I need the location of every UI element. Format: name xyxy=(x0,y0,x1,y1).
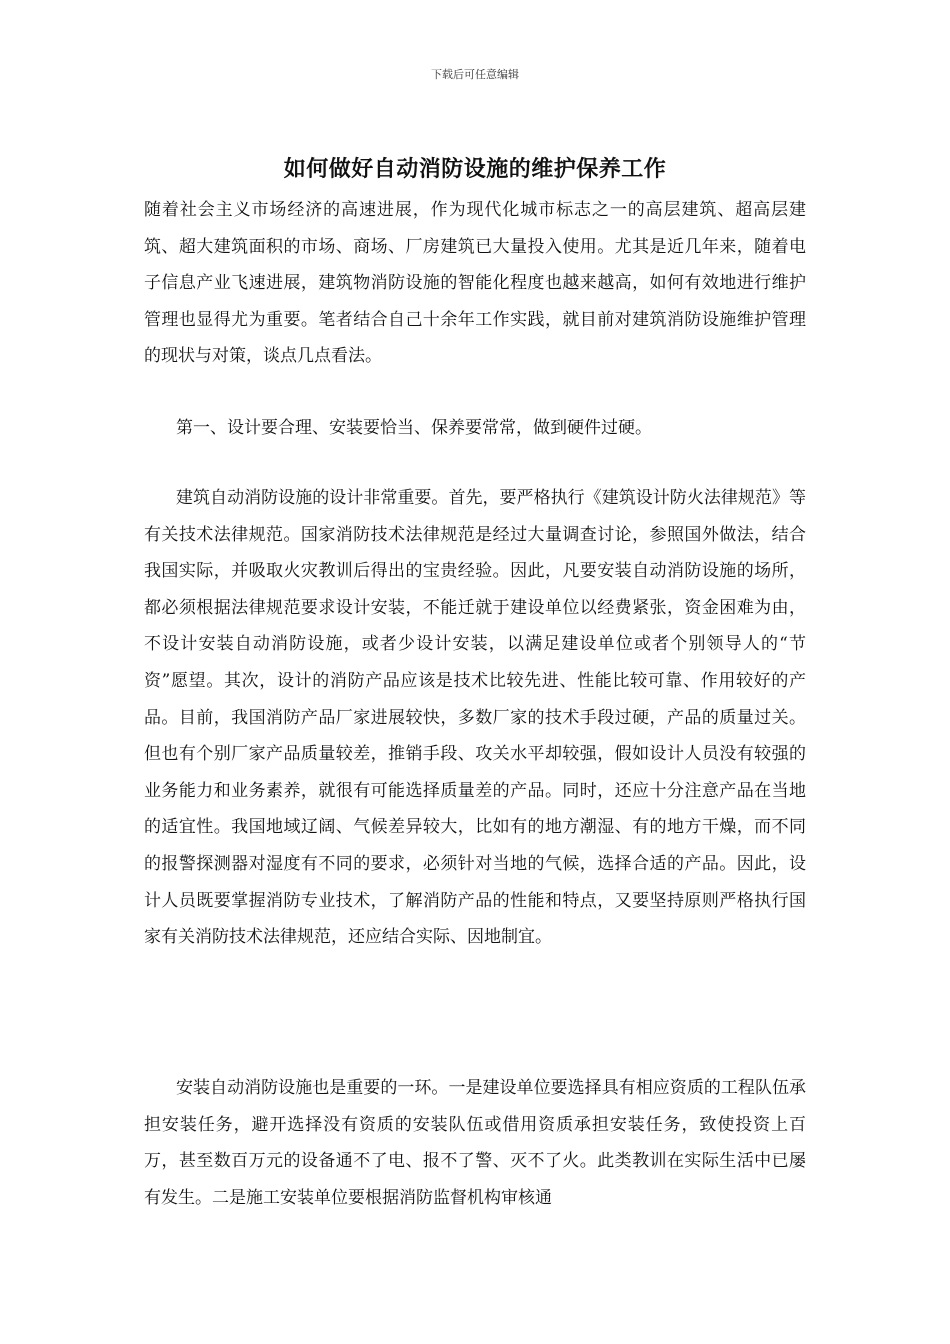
paragraph-design: 建筑自动消防设施的设计非常重要。首先，要严格执行《建筑设计防火法律规范》等有关技术法律规范。国家消防技术法律规范是经过大量调查讨论，参照国外做法，结合我国实际，并吸取火灾教训后得出的宝贵经验。因此，凡要安装自动消防设施的场所，都必须根据法律规范要求设计安装，不能迁就于建设单位以经费紧张，资金困难为由，不设计安装自动消防设施，或者少设计安装，以满足建设单位或者个别领导人的“节资”愿望。其次，设计的消防产品应该是技术比较先进、性能比较可靠、作用较好的产品。目前，我国消防产品厂家进展较快，多数厂家的技术手段过硬，产品的质量过关。但也有个别厂家产品质量较差，推销手段、攻关水平却较强，假如设计人员没有较强的业务能力和业务素养，就很有可能选择质量差的产品。同时，还应十分注意产品在当地的适宜性。我国地域辽阔、气候差异较大，比如有的地方潮湿、有的地方干燥，而不同的报警探测器对湿度有不同的要求，必须针对当地的气候，选择合适的产品。因此，设计人员既要掌握消防专业技术，了解消防产品的性能和特点，又要坚持原则严格执行国家有关消防技术法律规范，还应结合实际、因地制宜。 xyxy=(144,488,806,948)
paragraph-install: 安装自动消防设施也是重要的一环。一是建设单位要选择具有相应资质的工程队伍承担安装任务，避开选择没有资质的安装队伍或借用资质承担安装任务，致使投资上百万，甚至数百万元的设备通不了电、报不了警、灭不了火。此类教训在实际生活中已屡有发生。二是施工安装单位要根据消防监督机构审核通 xyxy=(144,1078,806,1208)
paragraph-intro: 随着社会主义市场经济的高速进展，作为现代化城市标志之一的高层建筑、超高层建筑、超大建筑面积的市场、商场、厂房建筑已大量投入使用。尤其是近几年来，随着电子信息产业飞速进展，建筑物消防设施的智能化程度也越来越高，如何有效地进行维护管理也显得尤为重要。笔者结合自己十余年工作实践，就目前对建筑消防设施维护管理的现状与对策，谈点几点看法。 xyxy=(144,200,806,367)
section-heading-one: 第一、设计要合理、安装要恰当、保养要常常，做到硬件过硬。 xyxy=(176,418,652,438)
header-note: 下载后可任意编辑 xyxy=(431,68,519,81)
document-title: 如何做好自动消防设施的维护保养工作 xyxy=(283,156,667,182)
